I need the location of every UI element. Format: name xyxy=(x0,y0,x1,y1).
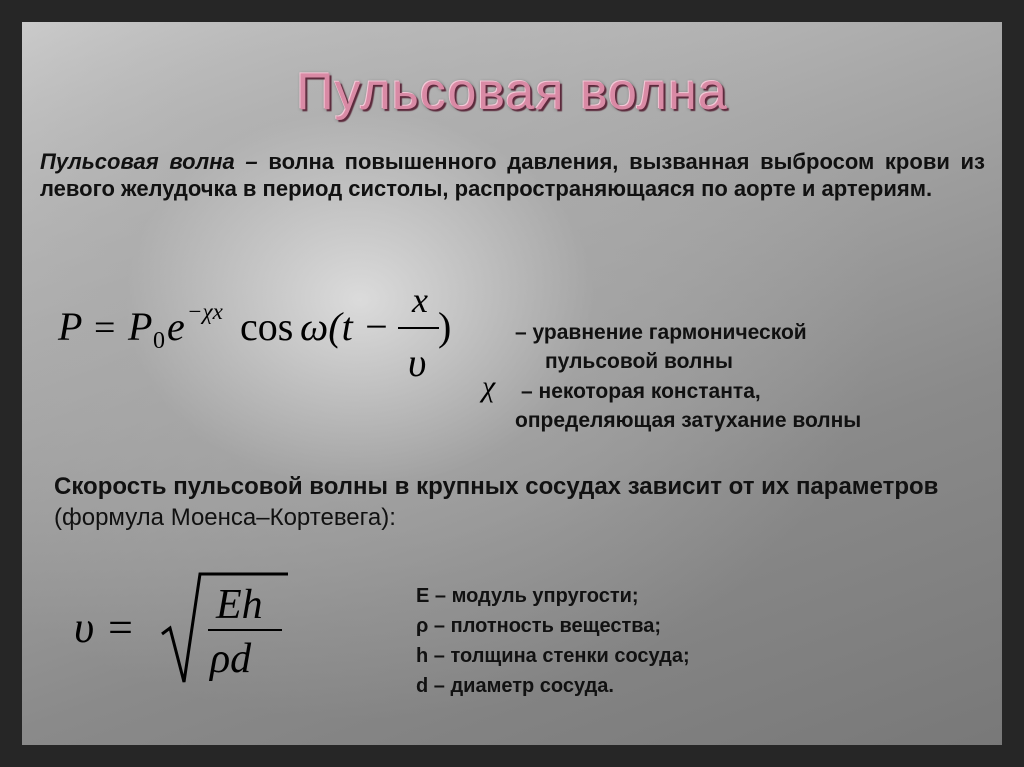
eq1-e: e xyxy=(167,304,185,349)
definition-dash: – xyxy=(245,149,258,174)
eq2-lhs: υ = xyxy=(74,603,135,652)
param-h: h – толщина стенки сосуда; xyxy=(416,645,690,667)
eq1-P0: P xyxy=(128,304,153,349)
eq1-omega: ω(t − xyxy=(300,304,390,349)
param-rho: ρ – плотность вещества; xyxy=(416,615,662,637)
slide-title: Пульсовая волна xyxy=(296,63,728,121)
eq1-P: P xyxy=(58,304,83,349)
chi-symbol: χ xyxy=(482,370,496,403)
eq1-close-paren: ) xyxy=(438,304,452,349)
equation1-description xyxy=(515,318,995,376)
eq1-fraction-num: x xyxy=(412,282,428,320)
definition-term: Пульсовая волна xyxy=(40,149,235,174)
formula-name: (формула Моенса–Кортевега): xyxy=(54,504,396,531)
chi-desc-line1: – некоторая константа, xyxy=(521,380,761,403)
speed-text: Скорость пульсовой волны в крупных сосудах зависит от их параметров xyxy=(54,473,939,500)
chi-description xyxy=(515,377,995,435)
eq1-subscript-0: 0 xyxy=(153,328,165,354)
eq1-equals: = xyxy=(94,307,116,349)
eq2-den: ρd xyxy=(210,636,252,682)
definition-paragraph xyxy=(40,148,985,202)
eq1-exponent: −χx xyxy=(187,299,223,324)
parameter-list xyxy=(416,581,836,701)
param-E: E – модуль упругости; xyxy=(416,585,639,607)
eq1-fraction-den: υ xyxy=(408,340,427,385)
definition-text: волна повышенного давления, вызванная выбросом крови из левого желудочка в период систолы, распространяющаяся по аорте и артериям. xyxy=(40,149,985,201)
equation1-desc-line1: – уравнение гармонической xyxy=(515,321,807,344)
moens-korteweg-equation xyxy=(70,568,310,688)
frame-bottom xyxy=(0,745,1024,767)
param-d: d – диаметр сосуда. xyxy=(416,675,614,697)
frame-top xyxy=(0,0,1024,22)
eq2-num: Eh xyxy=(216,582,263,628)
equation1-desc-line2: пульсовой волны xyxy=(545,350,733,373)
eq1-cos: cos xyxy=(240,304,294,349)
chi-desc-line2: определяющая затухание волны xyxy=(515,409,862,432)
pulse-wave-equation xyxy=(54,282,474,392)
speed-paragraph xyxy=(54,471,984,533)
